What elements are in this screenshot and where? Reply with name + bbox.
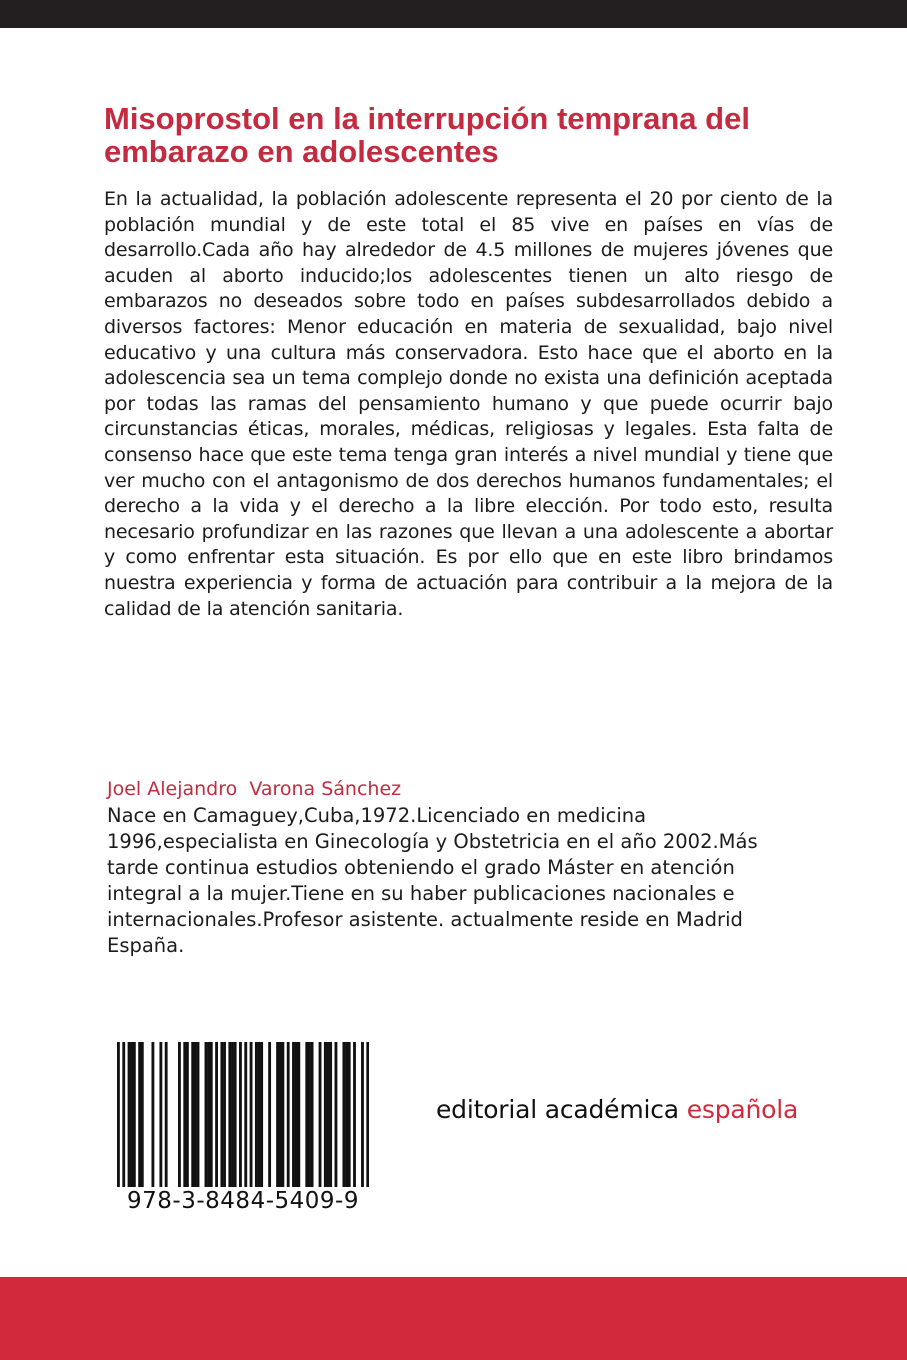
barcode-bar [335,1042,338,1187]
book-title: Misoprostol en la interrupción temprana del embarazo en adolescentes [104,101,750,169]
barcode-bar [133,1042,136,1187]
barcode-bars [117,1042,369,1187]
barcode-bar [297,1042,300,1187]
barcode-bar [366,1042,369,1187]
barcode-bar [250,1042,253,1187]
barcode-bar [305,1042,308,1187]
barcode-bar [295,1042,298,1187]
barcode-bar [287,1042,290,1187]
barcode-bar [231,1042,234,1187]
barcode-bar [151,1042,154,1187]
barcode-bar [210,1042,213,1187]
barcode-bar [268,1042,271,1187]
barcode-bar [191,1042,194,1187]
author-name: Joel Alejandro Varona Sánchez [107,778,402,800]
barcode-bar [130,1042,133,1187]
barcode-bar [194,1042,197,1187]
barcode-bar [329,1042,332,1187]
barcode-bar [276,1042,279,1187]
barcode-bar [255,1042,258,1187]
barcode-bar [345,1042,348,1187]
barcode-bar [178,1042,181,1187]
barcode-bar [159,1042,162,1187]
barcode-bar [228,1042,231,1187]
barcode-bar [281,1042,284,1187]
barcode-bar [258,1042,261,1187]
author-bio: Nace en Camaguey,Cuba,1972.Licenciado en medicina 1996,especialista en Ginecología y Obstetricia en el año 2002.Más tarde continua estudios obteniendo el grado Máster en atención integral a la mujer.Tiene en su haber publicaciones nacionales e internacionales.Profesor asistente. actualmente reside en Madrid España. [107,804,758,957]
barcode-bar [342,1042,345,1187]
barcode-bar [279,1042,282,1187]
book-blurb: En la actualidad, la población adolescente representa el 20 por ciento de la población mundial y de este total el 85 vive en países en vías de desarrollo.Cada año hay alrededor de 4.5 millones de mujeres jóvenes que acuden al aborto inducido;los adolescentes tienen un alto riesgo de embarazos no deseados sobre todo en países subdesarrollados debido a diversos factores: Menor educación en materia de sexualidad, bajo nivel educativo y una cultura más conservadora. Esto hace que el aborto en la adolescencia sea un tema complejo donde no exista una definición aceptada por todas las ramas del pensamiento humano y que puede ocurrir bajo circunstancias éticas, morales, médicas, religiosas y legales. Esta falta de consenso hace que este tema tenga gran interés a nivel mundial y tiene que ver mucho con el antagonismo de dos derechos humanos fundamentales; el derecho a la vida y el derecho a la libre elección. Por todo esto, resulta necesario profundizar en las razones que llevan a una adolescente a abortar y como enfrentar esta situación. Es por ello que en este libro brindamos nuestra experiencia y forma de actuación para contribuir a la mejora de la calidad de la atención sanitaria. [104,188,833,620]
barcode-bar [183,1042,186,1187]
barcode-bar [353,1042,356,1187]
publisher-name: editorial académica [436,1095,687,1124]
barcode-bar [260,1042,263,1187]
bottom-band [0,1277,907,1360]
barcode-bar [207,1042,210,1187]
barcode-bar [292,1042,295,1187]
barcode-bar [244,1042,247,1187]
barcode-bar [324,1042,327,1187]
barcode-bar [205,1042,208,1187]
barcode-bar [141,1042,144,1187]
barcode-bar [220,1042,223,1187]
barcode-bar [311,1042,314,1187]
barcode-bar [197,1042,200,1187]
barcode-bar [361,1042,364,1187]
isbn-number: 978-3-8484-5409-9 [127,1188,359,1214]
barcode-bar [239,1042,242,1187]
barcode-bar [223,1042,226,1187]
barcode-bar [138,1042,141,1187]
barcode-bar [186,1042,189,1187]
barcode-bar [327,1042,330,1187]
barcode-bar [122,1042,125,1187]
barcode-bar [117,1042,120,1187]
barcode-bar [308,1042,311,1187]
barcode-bar [234,1042,237,1187]
barcode-bar [348,1042,351,1187]
publisher-logo [436,1095,798,1124]
publisher-name-accent: española [686,1095,799,1124]
barcode-bar [165,1042,168,1187]
barcode-bar [215,1042,218,1187]
isbn-barcode [107,1038,379,1223]
barcode-bar [319,1042,322,1187]
barcode-bar [128,1042,131,1187]
top-band [0,0,907,28]
